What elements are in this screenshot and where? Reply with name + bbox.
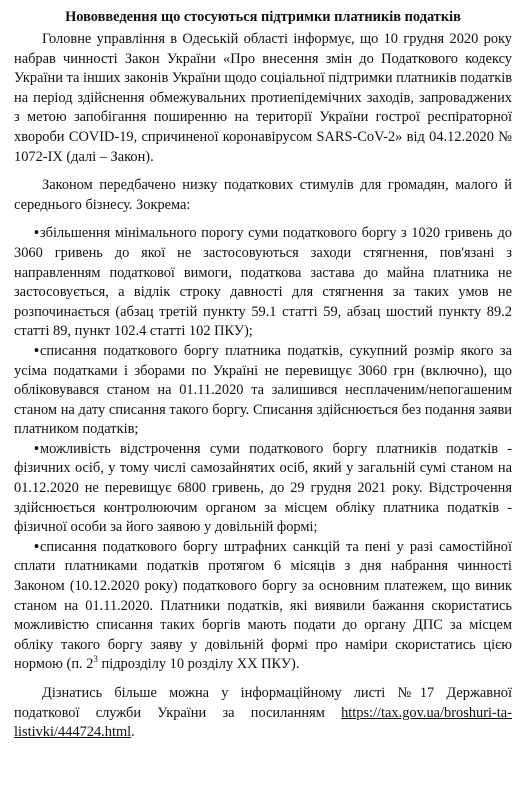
list-item-text: можливість відстрочення суми податкового боргу платників податків - фізичних осіб, у тому числі самозайнятих осіб, який у загальній сумі станом на 01.12.2020 не перевищує 6800 гривень, до 29 грудня 2021 року. Відстрочення здійснюється контролюючим органом за місцем обліку платника податків - фізичної особи за його заявою у довільній формі; [14, 440, 512, 536]
list-item-text-end: підрозділу 10 розділу XX ПКУ). [97, 656, 300, 673]
bullet-icon: • [34, 538, 40, 555]
lead-paragraph: Законом передбачено низку податкових стимулів для громадян, малого й середнього бізнесу. Зокрема: [14, 177, 512, 213]
paragraph-gap [14, 675, 512, 684]
list-item [14, 224, 512, 342]
list-item [14, 440, 512, 538]
list-item [14, 342, 512, 440]
list-item-text: збільшення мінімального порогу суми податкового боргу з 1020 гривень до 3060 гривень до якої не застосовуються заходи стягнення, пов'язані з направленням податкової вимоги, податкова застава до майна платника не застосовується, а відлік строку давності для стягнення за таких умов не розпочинається (абзац третій пункту 59.1 статті 59, абзац шостий пункту 89.2 статті 89, пункт 102.4 статті 102 ПКУ); [14, 225, 512, 340]
list-item-text: списання податкового боргу штрафних санкцій та пені у разі самостійної сплати платниками податків протягом 6 місяців з дня набрання чинності Законом (10.12.2020 року) податкового боргу за основним платежем, що виник станом на 01.11.2020. Платники податків, які виявили бажання скористатись можливістю списання таких боргів мають подати до органу ДПС за місцем обліку такого боргу заяву у довільній формі про наміри скористатись цією нормою (п. 2 [14, 538, 512, 673]
document-title: Нововведення що стосуються підтримки платників податків [65, 9, 461, 25]
outro-text: Дізнатись більше можна у інформаційному листі №17 Державної податкової служби України за посиланням [14, 685, 512, 721]
bullet-icon: • [34, 342, 40, 359]
paragraph-gap [14, 167, 512, 176]
list-item-text: списання податкового боргу платника податків, сукупний розмір якого за усіма податками і зборами по Україні не перевищує 3060 грн (включно), що обліковувався станом на 01.11.2020 та залишився несплаченим/непогашеним станом на дату списання такого боргу. Списання здійснюється без подання заяви платником податків; [14, 342, 512, 438]
document-page [14, 8, 512, 743]
outro-end: . [131, 724, 135, 741]
paragraph-gap [14, 215, 512, 224]
outro-paragraph [14, 684, 512, 743]
superscript: 3 [93, 654, 98, 665]
intro-paragraph: Головне управління в Одеській області інформує, що 10 грудня 2020 року набрав чинності Закон України «Про внесення змін до Податкового кодексу України та інших законів України щодо соціальної підтримки платників податків на період здійснення обмежувальних протиепідемічних заходів, запроваджених з метою запобігання поширенню на території України гострої респіраторної хвороби COVID-19, спричиненої коронавірусом SARS-CoV-2» від 04.12.2020 № 1072-IX (далі – Закон). [14, 31, 512, 165]
bullet-icon: • [34, 225, 40, 242]
list-item [14, 538, 512, 675]
bullet-icon: • [34, 440, 40, 457]
source-link[interactable]: https://tax.gov.ua/broshuri-ta-listivki/444724.html [14, 704, 512, 741]
